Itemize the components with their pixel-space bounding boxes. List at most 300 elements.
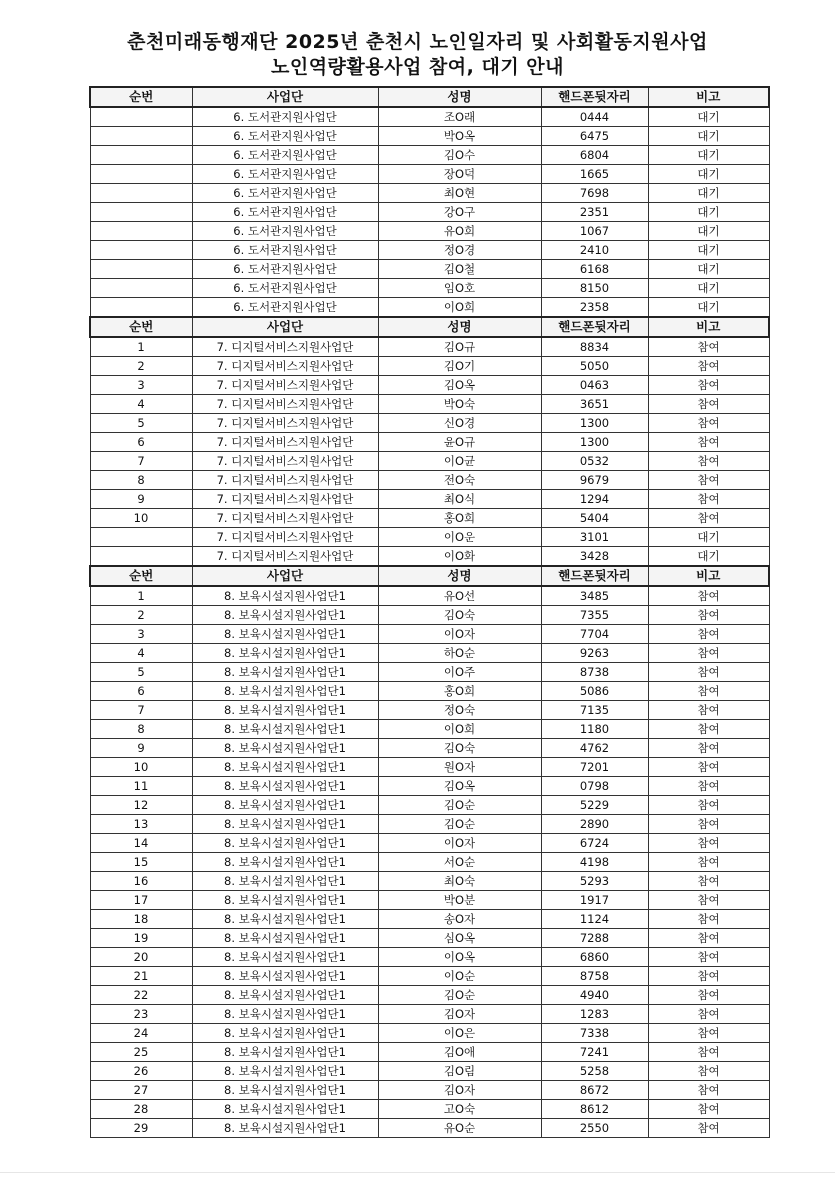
cell-phone-last4: 7355 bbox=[541, 606, 648, 625]
table-row bbox=[90, 184, 769, 203]
cell-seq: 17 bbox=[90, 891, 192, 910]
cell-phone-last4: 5258 bbox=[541, 1062, 648, 1081]
table-row bbox=[90, 490, 769, 509]
cell-project: 8. 보육시설지원사업단1 bbox=[192, 720, 378, 739]
cell-name: 전O숙 bbox=[378, 471, 541, 490]
cell-remark: 참여 bbox=[648, 376, 769, 395]
cell-seq bbox=[90, 107, 192, 127]
cell-remark: 대기 bbox=[648, 547, 769, 567]
cell-remark: 참여 bbox=[648, 796, 769, 815]
cell-phone-last4: 5086 bbox=[541, 682, 648, 701]
cell-phone-last4: 8672 bbox=[541, 1081, 648, 1100]
header-project: 사업단 bbox=[192, 317, 378, 337]
cell-project: 8. 보육시설지원사업단1 bbox=[192, 910, 378, 929]
cell-project: 8. 보육시설지원사업단1 bbox=[192, 1062, 378, 1081]
cell-seq: 22 bbox=[90, 986, 192, 1005]
cell-phone-last4: 8612 bbox=[541, 1100, 648, 1119]
table-row bbox=[90, 815, 769, 834]
header-seq: 순번 bbox=[90, 317, 192, 337]
table-row bbox=[90, 376, 769, 395]
cell-phone-last4: 8758 bbox=[541, 967, 648, 986]
cell-remark: 참여 bbox=[648, 1005, 769, 1024]
cell-project: 6. 도서관지원사업단 bbox=[192, 146, 378, 165]
cell-name: 박O옥 bbox=[378, 127, 541, 146]
table-row bbox=[90, 357, 769, 376]
table-row bbox=[90, 796, 769, 815]
cell-phone-last4: 0463 bbox=[541, 376, 648, 395]
cell-phone-last4: 8150 bbox=[541, 279, 648, 298]
cell-seq: 5 bbox=[90, 663, 192, 682]
cell-seq bbox=[90, 127, 192, 146]
table-row bbox=[90, 107, 769, 127]
cell-seq: 1 bbox=[90, 337, 192, 357]
table-row bbox=[90, 891, 769, 910]
cell-name: 이O균 bbox=[378, 452, 541, 471]
cell-seq: 15 bbox=[90, 853, 192, 872]
table-row bbox=[90, 1081, 769, 1100]
cell-name: 유O선 bbox=[378, 586, 541, 606]
cell-name: 강O구 bbox=[378, 203, 541, 222]
cell-name: 고O숙 bbox=[378, 1100, 541, 1119]
cell-remark: 참여 bbox=[648, 815, 769, 834]
cell-seq bbox=[90, 222, 192, 241]
cell-project: 8. 보육시설지원사업단1 bbox=[192, 1024, 378, 1043]
cell-seq bbox=[90, 184, 192, 203]
cell-phone-last4: 0798 bbox=[541, 777, 648, 796]
cell-name: 윤O규 bbox=[378, 433, 541, 452]
cell-name: 이O은 bbox=[378, 1024, 541, 1043]
cell-project: 8. 보육시설지원사업단1 bbox=[192, 644, 378, 663]
cell-seq: 27 bbox=[90, 1081, 192, 1100]
table-row bbox=[90, 298, 769, 318]
cell-phone-last4: 1300 bbox=[541, 414, 648, 433]
cell-project: 8. 보육시설지원사업단1 bbox=[192, 1119, 378, 1138]
cell-project: 8. 보육시설지원사업단1 bbox=[192, 967, 378, 986]
cell-remark: 참여 bbox=[648, 395, 769, 414]
cell-remark: 참여 bbox=[648, 1043, 769, 1062]
cell-phone-last4: 1665 bbox=[541, 165, 648, 184]
cell-remark: 참여 bbox=[648, 337, 769, 357]
cell-seq: 10 bbox=[90, 758, 192, 777]
cell-phone-last4: 1067 bbox=[541, 222, 648, 241]
cell-seq bbox=[90, 547, 192, 567]
cell-remark: 참여 bbox=[648, 872, 769, 891]
cell-seq: 3 bbox=[90, 376, 192, 395]
table-row bbox=[90, 203, 769, 222]
table-row bbox=[90, 910, 769, 929]
table-header-row bbox=[90, 87, 769, 107]
header-remark: 비고 bbox=[648, 317, 769, 337]
cell-seq: 7 bbox=[90, 701, 192, 720]
cell-name: 이O운 bbox=[378, 528, 541, 547]
cell-project: 8. 보육시설지원사업단1 bbox=[192, 606, 378, 625]
header-phone-last4: 핸드폰뒷자리 bbox=[541, 87, 648, 107]
cell-name: 이O주 bbox=[378, 663, 541, 682]
cell-phone-last4: 7135 bbox=[541, 701, 648, 720]
cell-phone-last4: 2351 bbox=[541, 203, 648, 222]
cell-seq: 4 bbox=[90, 644, 192, 663]
cell-remark: 대기 bbox=[648, 203, 769, 222]
cell-seq: 6 bbox=[90, 433, 192, 452]
cell-name: 이O자 bbox=[378, 625, 541, 644]
cell-remark: 참여 bbox=[648, 509, 769, 528]
cell-name: 서O순 bbox=[378, 853, 541, 872]
cell-seq: 2 bbox=[90, 606, 192, 625]
cell-phone-last4: 2550 bbox=[541, 1119, 648, 1138]
cell-phone-last4: 5229 bbox=[541, 796, 648, 815]
cell-remark: 대기 bbox=[648, 146, 769, 165]
table-row bbox=[90, 625, 769, 644]
cell-phone-last4: 0532 bbox=[541, 452, 648, 471]
cell-project: 8. 보육시설지원사업단1 bbox=[192, 986, 378, 1005]
cell-name: 김O규 bbox=[378, 337, 541, 357]
cell-phone-last4: 6804 bbox=[541, 146, 648, 165]
cell-phone-last4: 2890 bbox=[541, 815, 648, 834]
cell-project: 6. 도서관지원사업단 bbox=[192, 127, 378, 146]
cell-project: 8. 보육시설지원사업단1 bbox=[192, 891, 378, 910]
cell-phone-last4: 1294 bbox=[541, 490, 648, 509]
cell-phone-last4: 5404 bbox=[541, 509, 648, 528]
cell-name: 김O옥 bbox=[378, 777, 541, 796]
cell-project: 8. 보육시설지원사업단1 bbox=[192, 796, 378, 815]
cell-phone-last4: 6475 bbox=[541, 127, 648, 146]
cell-name: 김O수 bbox=[378, 146, 541, 165]
cell-seq bbox=[90, 241, 192, 260]
cell-seq: 19 bbox=[90, 929, 192, 948]
cell-seq bbox=[90, 260, 192, 279]
table-row bbox=[90, 663, 769, 682]
header-name: 성명 bbox=[378, 87, 541, 107]
cell-name: 하O순 bbox=[378, 644, 541, 663]
cell-phone-last4: 4198 bbox=[541, 853, 648, 872]
cell-seq: 7 bbox=[90, 452, 192, 471]
cell-project: 6. 도서관지원사업단 bbox=[192, 203, 378, 222]
cell-project: 8. 보육시설지원사업단1 bbox=[192, 834, 378, 853]
cell-name: 심O옥 bbox=[378, 929, 541, 948]
cell-seq: 26 bbox=[90, 1062, 192, 1081]
cell-remark: 대기 bbox=[648, 260, 769, 279]
cell-remark: 참여 bbox=[648, 701, 769, 720]
cell-project: 8. 보육시설지원사업단1 bbox=[192, 1100, 378, 1119]
cell-seq: 6 bbox=[90, 682, 192, 701]
cell-name: 박O숙 bbox=[378, 395, 541, 414]
table-row bbox=[90, 720, 769, 739]
header-project: 사업단 bbox=[192, 566, 378, 586]
cell-name: 김O숙 bbox=[378, 739, 541, 758]
table-row bbox=[90, 222, 769, 241]
cell-name: 원O자 bbox=[378, 758, 541, 777]
page-bottom-divider bbox=[0, 1172, 835, 1173]
cell-phone-last4: 5293 bbox=[541, 872, 648, 891]
cell-phone-last4: 6168 bbox=[541, 260, 648, 279]
cell-remark: 참여 bbox=[648, 682, 769, 701]
cell-name: 김O자 bbox=[378, 1081, 541, 1100]
cell-name: 이O자 bbox=[378, 834, 541, 853]
cell-seq bbox=[90, 203, 192, 222]
cell-remark: 참여 bbox=[648, 720, 769, 739]
cell-name: 김O기 bbox=[378, 357, 541, 376]
cell-remark: 대기 bbox=[648, 528, 769, 547]
cell-name: 장O덕 bbox=[378, 165, 541, 184]
table-row bbox=[90, 452, 769, 471]
table-row bbox=[90, 758, 769, 777]
cell-phone-last4: 1283 bbox=[541, 1005, 648, 1024]
table-row bbox=[90, 1005, 769, 1024]
cell-seq: 13 bbox=[90, 815, 192, 834]
cell-project: 7. 디지털서비스지원사업단 bbox=[192, 509, 378, 528]
header-phone-last4: 핸드폰뒷자리 bbox=[541, 566, 648, 586]
cell-name: 김O애 bbox=[378, 1043, 541, 1062]
cell-seq: 21 bbox=[90, 967, 192, 986]
cell-name: 김O숙 bbox=[378, 606, 541, 625]
cell-project: 7. 디지털서비스지원사업단 bbox=[192, 337, 378, 357]
cell-seq bbox=[90, 298, 192, 318]
header-name: 성명 bbox=[378, 566, 541, 586]
cell-seq: 1 bbox=[90, 586, 192, 606]
cell-seq: 3 bbox=[90, 625, 192, 644]
cell-remark: 참여 bbox=[648, 1119, 769, 1138]
cell-name: 이O화 bbox=[378, 547, 541, 567]
table-row bbox=[90, 414, 769, 433]
cell-seq bbox=[90, 279, 192, 298]
table-row bbox=[90, 528, 769, 547]
cell-phone-last4: 7338 bbox=[541, 1024, 648, 1043]
cell-phone-last4: 4762 bbox=[541, 739, 648, 758]
cell-name: 최O숙 bbox=[378, 872, 541, 891]
cell-seq: 2 bbox=[90, 357, 192, 376]
table-row bbox=[90, 241, 769, 260]
table-header-row bbox=[90, 566, 769, 586]
table-row bbox=[90, 872, 769, 891]
header-name: 성명 bbox=[378, 317, 541, 337]
cell-name: 유O순 bbox=[378, 1119, 541, 1138]
table-row bbox=[90, 986, 769, 1005]
table-row bbox=[90, 967, 769, 986]
cell-seq bbox=[90, 165, 192, 184]
cell-project: 8. 보육시설지원사업단1 bbox=[192, 758, 378, 777]
cell-project: 8. 보육시설지원사업단1 bbox=[192, 682, 378, 701]
document-subtitle: 노인역량활용사업 참여, 대기 안내 bbox=[270, 56, 565, 78]
cell-phone-last4: 1300 bbox=[541, 433, 648, 452]
table-row bbox=[90, 948, 769, 967]
header-seq: 순번 bbox=[90, 87, 192, 107]
cell-remark: 참여 bbox=[648, 1024, 769, 1043]
cell-name: 김O자 bbox=[378, 1005, 541, 1024]
table-header-row bbox=[90, 317, 769, 337]
cell-remark: 대기 bbox=[648, 298, 769, 318]
cell-remark: 참여 bbox=[648, 663, 769, 682]
table-row bbox=[90, 606, 769, 625]
cell-remark: 참여 bbox=[648, 644, 769, 663]
cell-project: 7. 디지털서비스지원사업단 bbox=[192, 528, 378, 547]
cell-remark: 대기 bbox=[648, 279, 769, 298]
cell-project: 8. 보육시설지원사업단1 bbox=[192, 701, 378, 720]
cell-seq: 29 bbox=[90, 1119, 192, 1138]
cell-project: 6. 도서관지원사업단 bbox=[192, 298, 378, 318]
cell-phone-last4: 5050 bbox=[541, 357, 648, 376]
cell-remark: 대기 bbox=[648, 241, 769, 260]
cell-phone-last4: 7201 bbox=[541, 758, 648, 777]
cell-remark: 참여 bbox=[648, 1062, 769, 1081]
cell-project: 8. 보육시설지원사업단1 bbox=[192, 929, 378, 948]
cell-name: 이O옥 bbox=[378, 948, 541, 967]
cell-project: 6. 도서관지원사업단 bbox=[192, 241, 378, 260]
cell-project: 7. 디지털서비스지원사업단 bbox=[192, 433, 378, 452]
cell-phone-last4: 1124 bbox=[541, 910, 648, 929]
cell-phone-last4: 3101 bbox=[541, 528, 648, 547]
table-row bbox=[90, 739, 769, 758]
table-row bbox=[90, 1062, 769, 1081]
cell-phone-last4: 2358 bbox=[541, 298, 648, 318]
table-row bbox=[90, 682, 769, 701]
cell-seq: 20 bbox=[90, 948, 192, 967]
cell-name: 최O현 bbox=[378, 184, 541, 203]
cell-remark: 대기 bbox=[648, 127, 769, 146]
cell-name: 김O옥 bbox=[378, 376, 541, 395]
cell-remark: 참여 bbox=[648, 357, 769, 376]
header-project: 사업단 bbox=[192, 87, 378, 107]
cell-name: 정O숙 bbox=[378, 701, 541, 720]
roster-table bbox=[89, 86, 770, 1138]
cell-remark: 참여 bbox=[648, 967, 769, 986]
cell-project: 6. 도서관지원사업단 bbox=[192, 279, 378, 298]
cell-phone-last4: 9679 bbox=[541, 471, 648, 490]
cell-remark: 대기 bbox=[648, 222, 769, 241]
cell-project: 8. 보육시설지원사업단1 bbox=[192, 777, 378, 796]
cell-phone-last4: 8738 bbox=[541, 663, 648, 682]
table-row bbox=[90, 509, 769, 528]
table-row bbox=[90, 644, 769, 663]
cell-project: 8. 보육시설지원사업단1 bbox=[192, 586, 378, 606]
cell-remark: 참여 bbox=[648, 452, 769, 471]
cell-remark: 참여 bbox=[648, 1100, 769, 1119]
cell-seq: 10 bbox=[90, 509, 192, 528]
cell-project: 7. 디지털서비스지원사업단 bbox=[192, 452, 378, 471]
cell-seq: 12 bbox=[90, 796, 192, 815]
header-remark: 비고 bbox=[648, 566, 769, 586]
table-row bbox=[90, 146, 769, 165]
cell-seq: 16 bbox=[90, 872, 192, 891]
cell-project: 7. 디지털서비스지원사업단 bbox=[192, 471, 378, 490]
cell-phone-last4: 1917 bbox=[541, 891, 648, 910]
document-title: 춘천미래동행재단 2025년 춘천시 노인일자리 및 사회활동지원사업 bbox=[127, 31, 708, 53]
cell-name: 정O경 bbox=[378, 241, 541, 260]
cell-project: 6. 도서관지원사업단 bbox=[192, 184, 378, 203]
table-row bbox=[90, 337, 769, 357]
cell-name: 최O식 bbox=[378, 490, 541, 509]
cell-phone-last4: 6724 bbox=[541, 834, 648, 853]
cell-remark: 참여 bbox=[648, 471, 769, 490]
cell-name: 홍O희 bbox=[378, 509, 541, 528]
cell-name: 이O희 bbox=[378, 298, 541, 318]
cell-phone-last4: 1180 bbox=[541, 720, 648, 739]
cell-remark: 참여 bbox=[648, 433, 769, 452]
table-row bbox=[90, 834, 769, 853]
cell-remark: 참여 bbox=[648, 739, 769, 758]
cell-phone-last4: 3485 bbox=[541, 586, 648, 606]
cell-name: 김O림 bbox=[378, 1062, 541, 1081]
cell-seq bbox=[90, 528, 192, 547]
cell-project: 7. 디지털서비스지원사업단 bbox=[192, 357, 378, 376]
table-row bbox=[90, 1024, 769, 1043]
cell-project: 6. 도서관지원사업단 bbox=[192, 107, 378, 127]
cell-seq: 9 bbox=[90, 490, 192, 509]
cell-phone-last4: 7241 bbox=[541, 1043, 648, 1062]
cell-phone-last4: 3428 bbox=[541, 547, 648, 567]
cell-name: 유O희 bbox=[378, 222, 541, 241]
cell-remark: 참여 bbox=[648, 625, 769, 644]
table-row bbox=[90, 547, 769, 567]
cell-phone-last4: 3651 bbox=[541, 395, 648, 414]
table-row bbox=[90, 853, 769, 872]
cell-project: 7. 디지털서비스지원사업단 bbox=[192, 490, 378, 509]
cell-remark: 대기 bbox=[648, 107, 769, 127]
cell-phone-last4: 4940 bbox=[541, 986, 648, 1005]
cell-seq: 25 bbox=[90, 1043, 192, 1062]
cell-seq: 11 bbox=[90, 777, 192, 796]
cell-project: 6. 도서관지원사업단 bbox=[192, 260, 378, 279]
cell-project: 8. 보육시설지원사업단1 bbox=[192, 1043, 378, 1062]
cell-project: 6. 도서관지원사업단 bbox=[192, 165, 378, 184]
cell-seq: 9 bbox=[90, 739, 192, 758]
cell-project: 8. 보육시설지원사업단1 bbox=[192, 1081, 378, 1100]
header-seq: 순번 bbox=[90, 566, 192, 586]
cell-project: 8. 보육시설지원사업단1 bbox=[192, 1005, 378, 1024]
table-row bbox=[90, 260, 769, 279]
cell-project: 8. 보육시설지원사업단1 bbox=[192, 815, 378, 834]
cell-project: 8. 보육시설지원사업단1 bbox=[192, 739, 378, 758]
cell-seq bbox=[90, 146, 192, 165]
cell-remark: 참여 bbox=[648, 758, 769, 777]
cell-phone-last4: 6860 bbox=[541, 948, 648, 967]
table-row bbox=[90, 433, 769, 452]
cell-phone-last4: 8834 bbox=[541, 337, 648, 357]
table-row bbox=[90, 586, 769, 606]
table-row bbox=[90, 929, 769, 948]
table-row bbox=[90, 471, 769, 490]
cell-remark: 참여 bbox=[648, 1081, 769, 1100]
table-row bbox=[90, 1043, 769, 1062]
cell-remark: 참여 bbox=[648, 490, 769, 509]
cell-name: 이O희 bbox=[378, 720, 541, 739]
cell-project: 7. 디지털서비스지원사업단 bbox=[192, 547, 378, 567]
cell-project: 8. 보육시설지원사업단1 bbox=[192, 625, 378, 644]
cell-phone-last4: 9263 bbox=[541, 644, 648, 663]
cell-seq: 5 bbox=[90, 414, 192, 433]
cell-name: 신O경 bbox=[378, 414, 541, 433]
cell-seq: 8 bbox=[90, 471, 192, 490]
cell-remark: 대기 bbox=[648, 165, 769, 184]
cell-seq: 4 bbox=[90, 395, 192, 414]
cell-remark: 참여 bbox=[648, 948, 769, 967]
cell-remark: 참여 bbox=[648, 929, 769, 948]
cell-project: 7. 디지털서비스지원사업단 bbox=[192, 395, 378, 414]
cell-seq: 18 bbox=[90, 910, 192, 929]
cell-name: 송O자 bbox=[378, 910, 541, 929]
cell-project: 7. 디지털서비스지원사업단 bbox=[192, 414, 378, 433]
cell-remark: 참여 bbox=[648, 606, 769, 625]
table-row bbox=[90, 777, 769, 796]
cell-seq: 24 bbox=[90, 1024, 192, 1043]
cell-phone-last4: 2410 bbox=[541, 241, 648, 260]
cell-name: 박O분 bbox=[378, 891, 541, 910]
cell-project: 8. 보육시설지원사업단1 bbox=[192, 948, 378, 967]
cell-remark: 참여 bbox=[648, 777, 769, 796]
cell-remark: 참여 bbox=[648, 586, 769, 606]
cell-phone-last4: 7698 bbox=[541, 184, 648, 203]
table-row bbox=[90, 1100, 769, 1119]
cell-project: 6. 도서관지원사업단 bbox=[192, 222, 378, 241]
